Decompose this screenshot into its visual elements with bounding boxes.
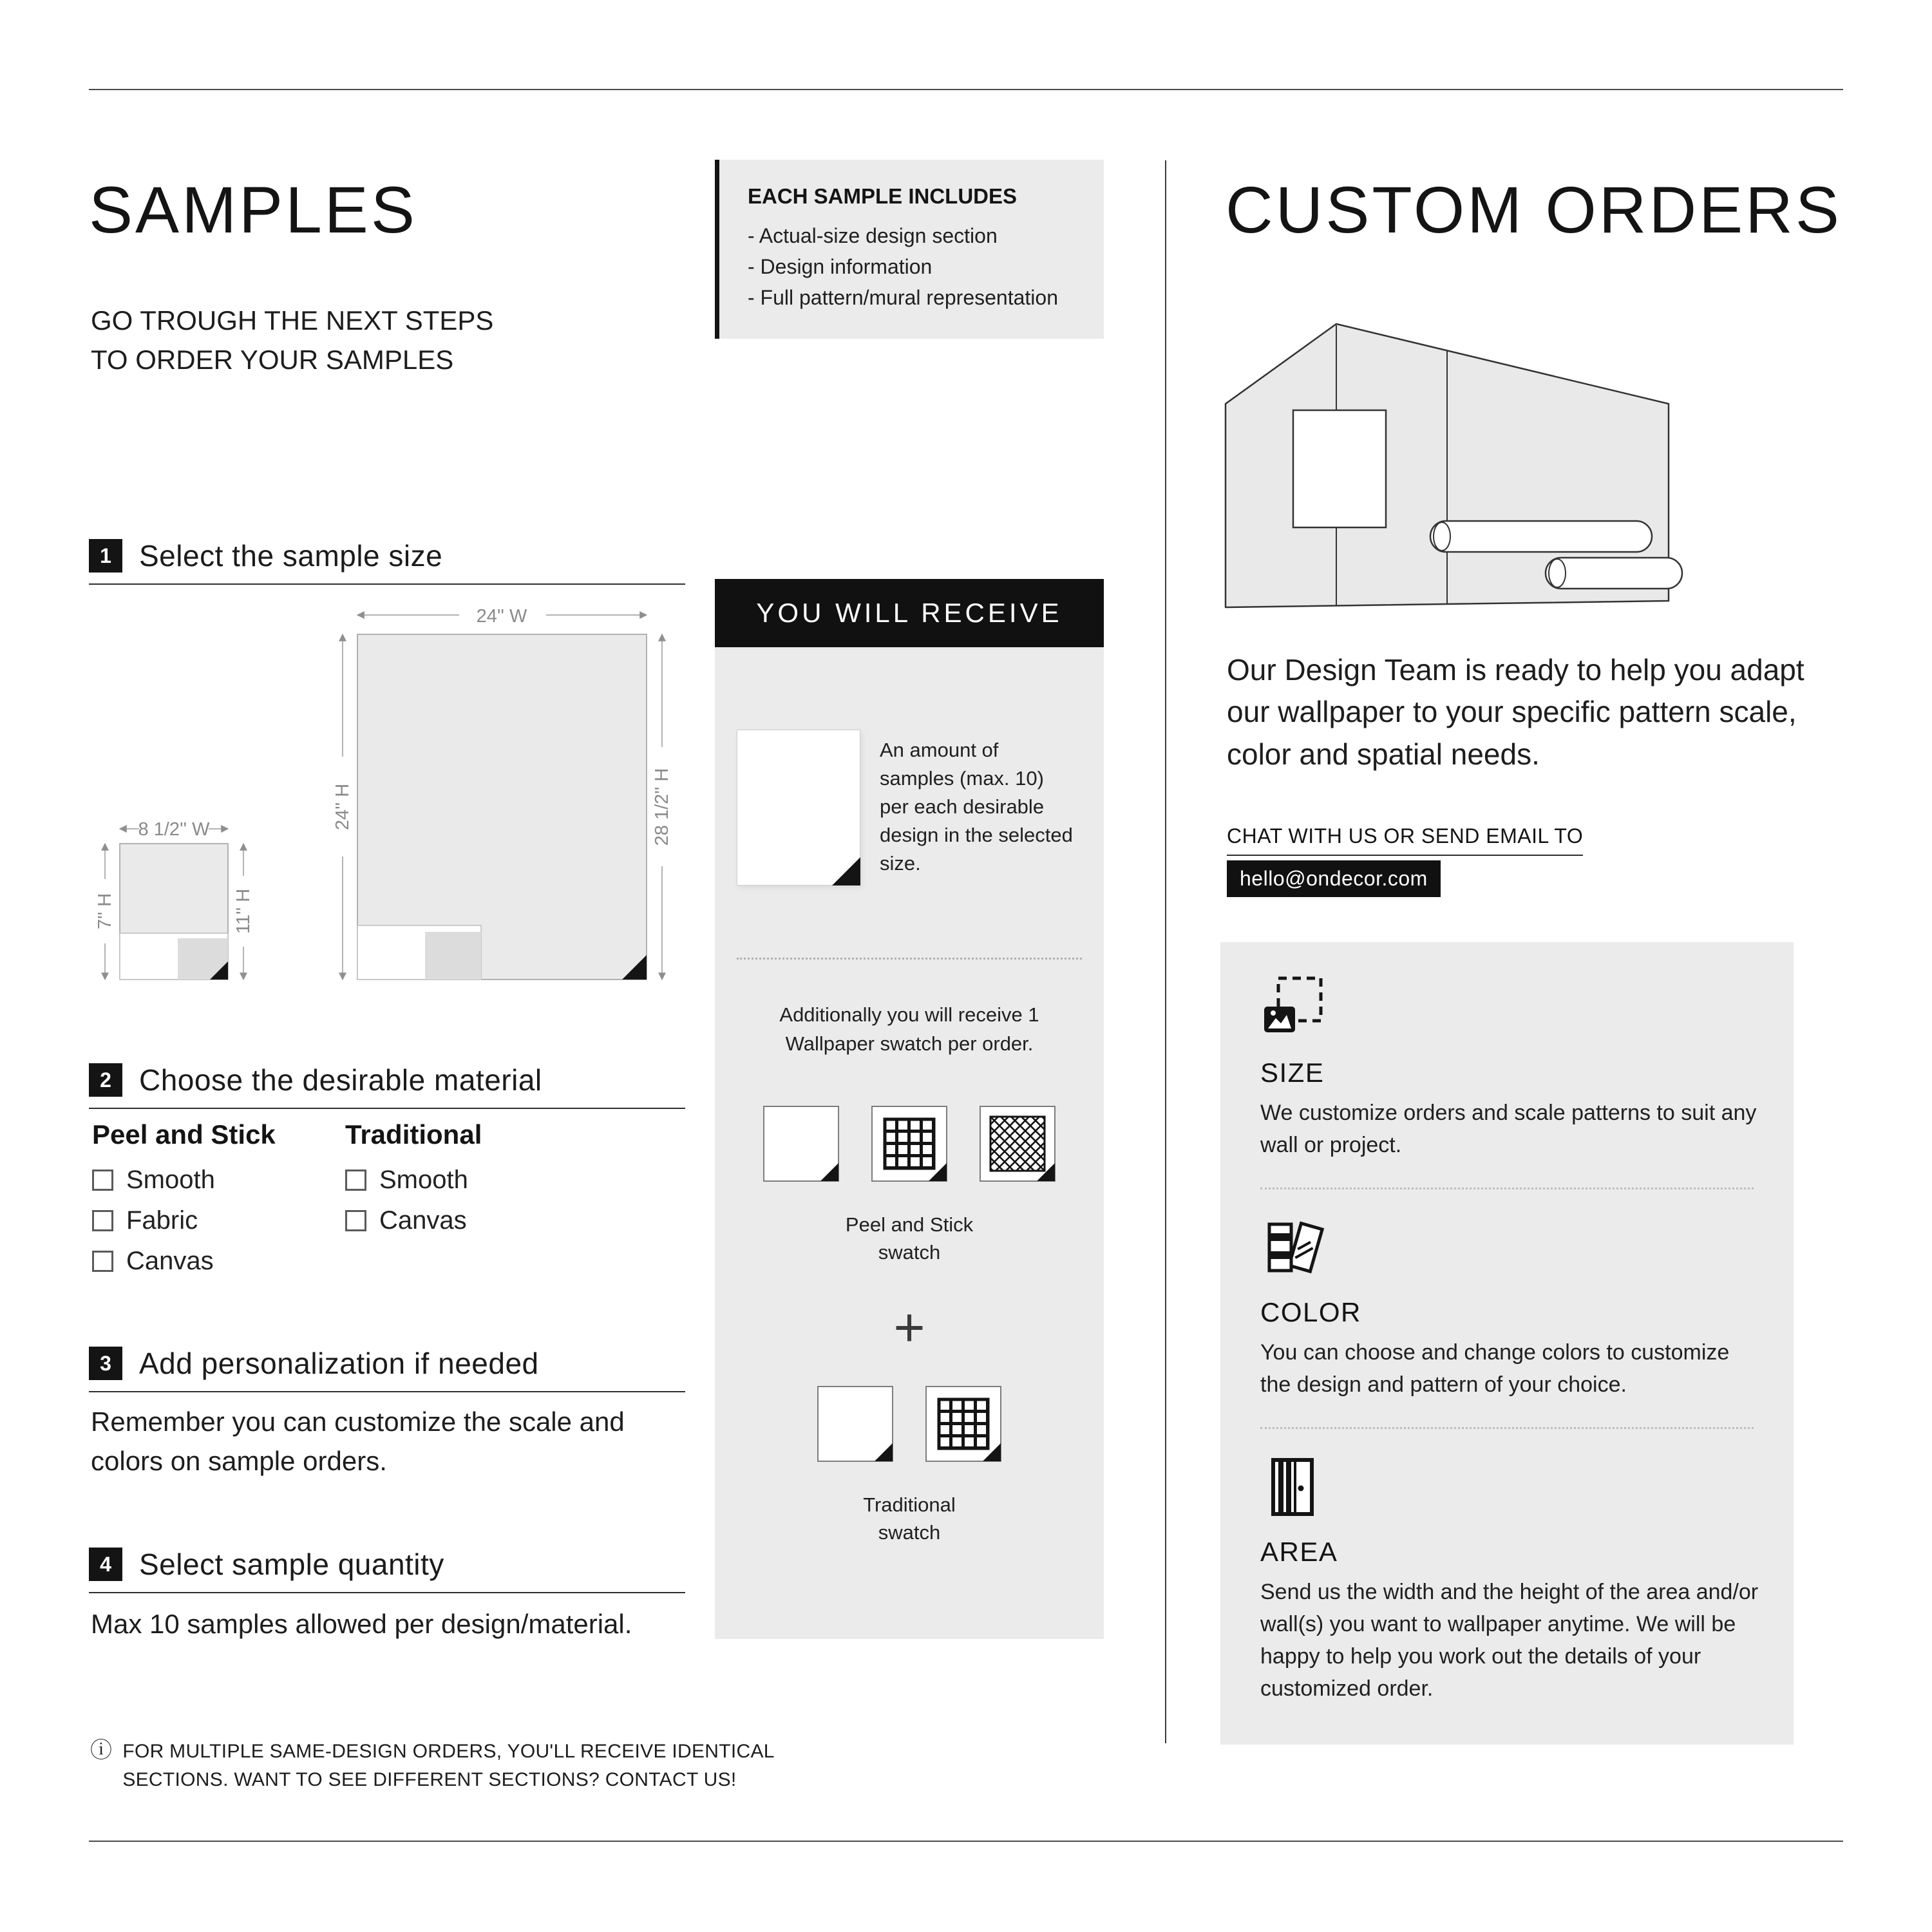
feature-size-title: SIZE: [1260, 1057, 1325, 1088]
plain-swatch-icon: [762, 1105, 840, 1182]
custom-features-panel: [1220, 942, 1794, 1745]
footnote-text: [122, 1738, 774, 1794]
step-2-label: Choose the desirable material: [139, 1063, 542, 1097]
custom-orders-intro: Our Design Team is ready to help you adapt our wallpaper to your specific pattern scale, color and spatial needs.: [1227, 653, 1804, 771]
traditional-swatch-label-line1: Traditional: [863, 1493, 956, 1516]
additional-swatch-text: Additionally you will receive 1 Wallpaper swatch per order.: [779, 1003, 1039, 1055]
step-3-label: Add personalization if needed: [139, 1347, 539, 1380]
step-4-label: Select sample quantity: [139, 1548, 444, 1581]
step-1-label: Select the sample size: [139, 539, 443, 573]
feature-size-text: We customize orders and scale patterns to suit any wall or project.: [1260, 1101, 1757, 1157]
sample-page-icon: [737, 730, 860, 886]
email-link[interactable]: hello@ondecor.com: [1227, 860, 1441, 897]
dim-label-large-width: 24'' W: [476, 606, 527, 627]
large-sample-swatch-square: [425, 932, 481, 980]
dim-label-large-height-right: 28 1/2'' H: [652, 768, 672, 846]
material-option-label: Smooth: [126, 1166, 215, 1194]
feature-color: [1260, 1215, 1754, 1401]
footnote-line1: FOR MULTIPLE SAME-DESIGN ORDERS, YOU'LL RECEIVE IDENTICAL: [122, 1741, 775, 1762]
checkbox[interactable]: [92, 1210, 113, 1231]
checkbox[interactable]: [345, 1210, 366, 1231]
dotted-separator: [737, 958, 1082, 960]
includes-item: - Design information: [748, 255, 933, 278]
step-2-header: [89, 1063, 685, 1109]
you-will-receive-header: YOU WILL RECEIVE: [715, 579, 1104, 647]
peel-and-stick-column: [92, 1119, 345, 1287]
includes-item: - Actual-size design section: [748, 224, 998, 247]
plain-swatch-icon: [817, 1385, 894, 1463]
grid-swatch-icon: [925, 1385, 1002, 1463]
traditional-swatch-label-line2: swatch: [878, 1521, 941, 1544]
feature-area-text: Send us the width and the height of the area and/or wall(s) you want to wallpaper anytime. We will be happy to help you work out the details of your customized order.: [1260, 1579, 1759, 1701]
step-3-badge: 3: [89, 1347, 122, 1380]
feature-area-title: AREA: [1260, 1536, 1338, 1567]
sample-size-diagram: [89, 596, 686, 1011]
material-option-smooth: [92, 1166, 345, 1195]
dotted-separator: [1260, 1188, 1754, 1189]
traditional-swatch-row: [737, 1385, 1082, 1463]
step-4-header: [89, 1547, 685, 1593]
material-option-fabric: [92, 1206, 345, 1235]
feature-area: [1260, 1455, 1759, 1705]
traditional-column: [345, 1119, 482, 1287]
samples-amount-text: An amount of samples (max. 10) per each desirable design in the selected size.: [880, 739, 1073, 875]
step-4-badge: 4: [89, 1548, 122, 1581]
step-2-badge: 2: [89, 1063, 122, 1097]
checkbox[interactable]: [345, 1170, 366, 1191]
step-3-description: Remember you can customize the scale and colors on sample orders.: [91, 1406, 625, 1476]
area-icon: [1260, 1455, 1325, 1519]
material-option-label: Fabric: [126, 1206, 198, 1235]
custom-orders-title: CUSTOM ORDERS: [1226, 173, 1842, 247]
samples-intro-line1: GO TROUGH THE NEXT STEPS: [91, 305, 494, 336]
checkbox[interactable]: [92, 1170, 113, 1191]
crosshatch-swatch-icon: [979, 1105, 1056, 1182]
peel-and-stick-swatch-row: [737, 1105, 1082, 1182]
wallpaper-roll: [1430, 521, 1652, 552]
wall-panel: [1293, 410, 1386, 527]
info-icon: ⓘ: [90, 1738, 113, 1763]
includes-title: EACH SAMPLE INCLUDES: [748, 184, 1018, 208]
color-icon: [1260, 1215, 1325, 1280]
feature-color-title: COLOR: [1260, 1296, 1361, 1327]
peel-swatch-label-line2: swatch: [878, 1241, 941, 1264]
samples-title: SAMPLES: [89, 173, 417, 247]
dim-label-small-height-right: 11'' H: [233, 888, 254, 934]
step-1-badge: 1: [89, 539, 122, 573]
each-sample-includes-box: [715, 160, 1104, 339]
dim-label-small-width: 8 1/2'' W: [138, 819, 210, 840]
traditional-title: Traditional: [345, 1119, 482, 1150]
feature-color-text: You can choose and change colors to customize the design and pattern of your choice.: [1260, 1340, 1730, 1397]
peel-and-stick-swatch-label: [737, 1211, 1082, 1267]
includes-item: - Full pattern/mural representation: [748, 286, 1058, 309]
you-will-receive-panel: [715, 647, 1104, 1639]
dim-label-small-height-left: 7'' H: [95, 893, 115, 930]
peel-swatch-label-line1: Peel and Stick: [845, 1213, 974, 1236]
chat-with-us-label: CHAT WITH US OR SEND EMAIL TO: [1227, 824, 1583, 856]
step-4-description: Max 10 samples allowed per design/material.: [91, 1609, 632, 1639]
step-1-header: [89, 538, 685, 585]
materials-section: [92, 1119, 659, 1287]
peel-and-stick-title: Peel and Stick: [92, 1119, 276, 1150]
checkbox[interactable]: [92, 1251, 113, 1272]
grid-swatch-icon: [871, 1105, 948, 1182]
samples-amount-row: [737, 647, 1082, 886]
footnote: [90, 1738, 895, 1794]
dotted-separator: [1260, 1427, 1754, 1429]
material-option-canvas-traditional: [345, 1206, 482, 1235]
bottom-rule: [89, 1841, 1843, 1842]
material-option-label: Canvas: [126, 1247, 214, 1275]
footnote-line2: SECTIONS. WANT TO SEE DIFFERENT SECTIONS? CONTACT US!: [122, 1768, 737, 1790]
house-wallpaper-illustration: [1226, 324, 1670, 611]
material-option-canvas: [92, 1247, 345, 1276]
material-option-label: Canvas: [379, 1206, 467, 1235]
samples-intro: [91, 301, 493, 380]
plus-sign: +: [893, 1296, 925, 1358]
dim-label-large-height-left: 24'' H: [332, 783, 353, 831]
traditional-swatch-label: [737, 1491, 1082, 1547]
samples-intro-line2: TO ORDER YOUR SAMPLES: [91, 344, 454, 375]
feature-size: [1260, 976, 1757, 1162]
top-rule: [89, 89, 1843, 90]
size-icon: [1260, 976, 1325, 1040]
material-option-label: Smooth: [379, 1166, 468, 1194]
material-option-smooth-traditional: [345, 1166, 482, 1195]
column-divider: [1165, 160, 1166, 1743]
step-3-header: [89, 1346, 685, 1392]
